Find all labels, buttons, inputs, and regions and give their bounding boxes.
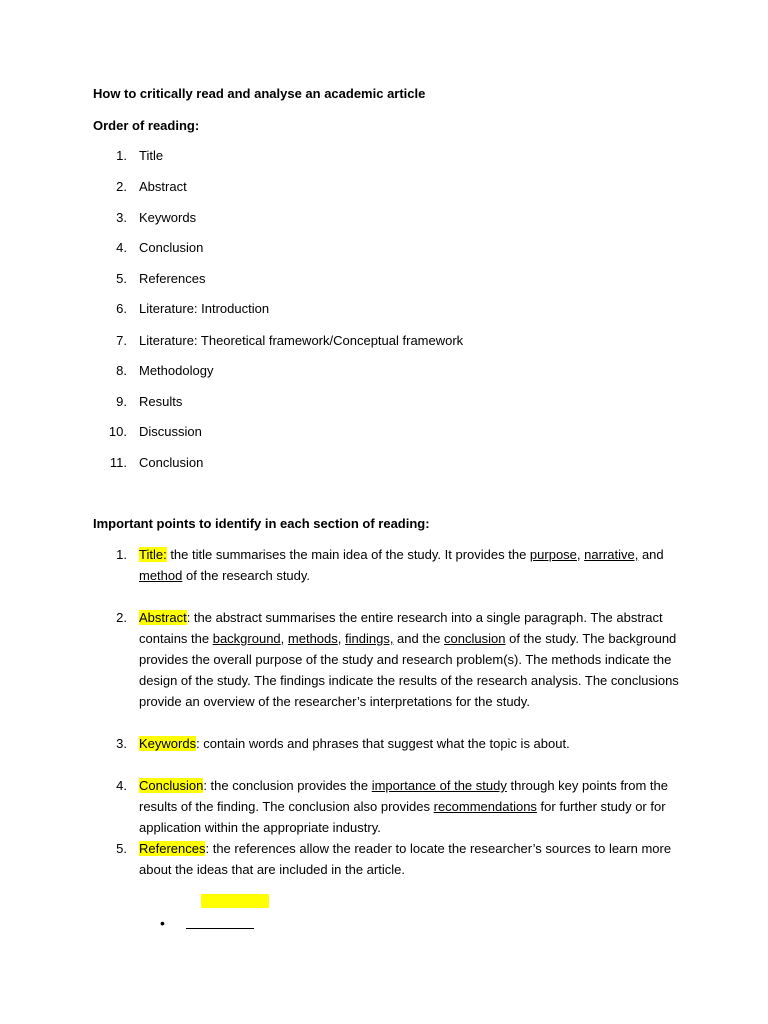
point-number: 5. <box>116 841 127 856</box>
list-number: 5. <box>116 271 127 286</box>
list-number: 3. <box>116 210 127 225</box>
point-body <box>139 838 679 880</box>
list-text: Abstract <box>139 179 187 194</box>
point-number: 1. <box>116 547 127 562</box>
highlighted-label: References <box>139 841 206 856</box>
highlighted-label: Abstract <box>139 610 187 625</box>
point-text: : contain words and phrases that suggest what the topic is about. <box>196 736 570 751</box>
point-body <box>139 775 679 838</box>
list-text: Conclusion <box>139 240 204 255</box>
document-title: How to critically read and analyse an academic article <box>93 86 426 101</box>
list-number: 1. <box>116 148 127 163</box>
list-item <box>0 363 768 381</box>
underlined-term: methods <box>287 631 338 646</box>
highlighted-label: Conclusion <box>139 778 204 793</box>
underlined-term: method <box>139 568 183 583</box>
highlighted-label: Keywords <box>139 736 197 751</box>
point-text: and the <box>393 631 445 646</box>
point-text: application within the appropriate industry. <box>139 820 381 835</box>
point-number: 2. <box>116 610 127 625</box>
list-number: 9. <box>116 394 127 409</box>
order-heading: Order of reading: <box>93 118 200 133</box>
list-text: Keywords <box>139 210 197 225</box>
point-body <box>139 544 679 586</box>
point-text: : the conclusion provides the <box>203 778 372 793</box>
list-number: 7. <box>116 333 127 348</box>
list-item <box>0 301 768 319</box>
list-number: 4. <box>116 240 127 255</box>
list-text: Discussion <box>139 424 202 439</box>
point-text: contains the <box>139 631 213 646</box>
list-text: Results <box>139 394 183 409</box>
underlined-term: findings, <box>345 631 394 646</box>
underlined-term: narrative, <box>584 547 639 562</box>
point-text: , <box>576 547 585 562</box>
point-text: provides the overall purpose of the study and research problem(s). The methods indicate the <box>139 652 672 667</box>
point-text: : the references allow the reader to locate the researcher’s sources to learn more <box>205 841 672 856</box>
list-item <box>0 271 768 289</box>
underlined-term: recommendations <box>433 799 537 814</box>
underlined-term: conclusion <box>444 631 506 646</box>
underlined-term: purpose <box>529 547 577 562</box>
point-text: about the ideas that are included in the article. <box>139 862 405 877</box>
point-text: of the research study. <box>182 568 311 583</box>
highlight-block <box>201 894 269 908</box>
underlined-blank <box>186 928 254 929</box>
bullet-icon: • <box>160 915 165 931</box>
point-text: , <box>280 631 288 646</box>
point-number: 3. <box>116 736 127 751</box>
point-text: through key points from the <box>506 778 669 793</box>
list-item <box>0 240 768 258</box>
list-text: References <box>139 271 206 286</box>
point-text: results of the finding. The conclusion also provides <box>139 799 434 814</box>
list-number: 10. <box>108 424 127 439</box>
highlighted-label: Title: <box>139 547 167 562</box>
point-text: the title summarises the main idea of the study. It provides the <box>166 547 530 562</box>
list-text: Conclusion <box>139 455 204 470</box>
list-item <box>0 394 768 412</box>
point-number: 4. <box>116 778 127 793</box>
point-body <box>139 733 679 754</box>
underlined-term: importance of the study <box>371 778 507 793</box>
underlined-term: background <box>212 631 281 646</box>
list-text: Literature: Theoretical framework/Conceptual framework <box>139 333 464 348</box>
point-text: , <box>337 631 346 646</box>
list-text: Title <box>139 148 164 163</box>
point-text: provide an overview of the researcher’s interpretations for the study. <box>139 694 530 709</box>
point-text: design of the study. The findings indicate the results of the research analysis. The conclusions <box>139 673 679 688</box>
list-number: 2. <box>116 179 127 194</box>
list-item <box>0 424 768 442</box>
list-number: 6. <box>116 301 127 316</box>
list-item <box>0 455 768 473</box>
list-item <box>0 333 768 351</box>
list-text: Methodology <box>139 363 214 378</box>
point-text: for further study or for <box>536 799 666 814</box>
list-number: 8. <box>116 363 127 378</box>
point-text: of the study. The background <box>505 631 677 646</box>
list-item <box>0 179 768 197</box>
point-body <box>139 607 679 712</box>
point-text: : the abstract summarises the entire research into a single paragraph. The abstract <box>186 610 663 625</box>
list-item <box>0 210 768 228</box>
points-heading: Important points to identify in each section of reading: <box>93 516 430 531</box>
list-item <box>0 148 768 166</box>
list-number: 11. <box>109 455 127 470</box>
point-text: and <box>638 547 664 562</box>
list-text: Literature: Introduction <box>139 301 270 316</box>
